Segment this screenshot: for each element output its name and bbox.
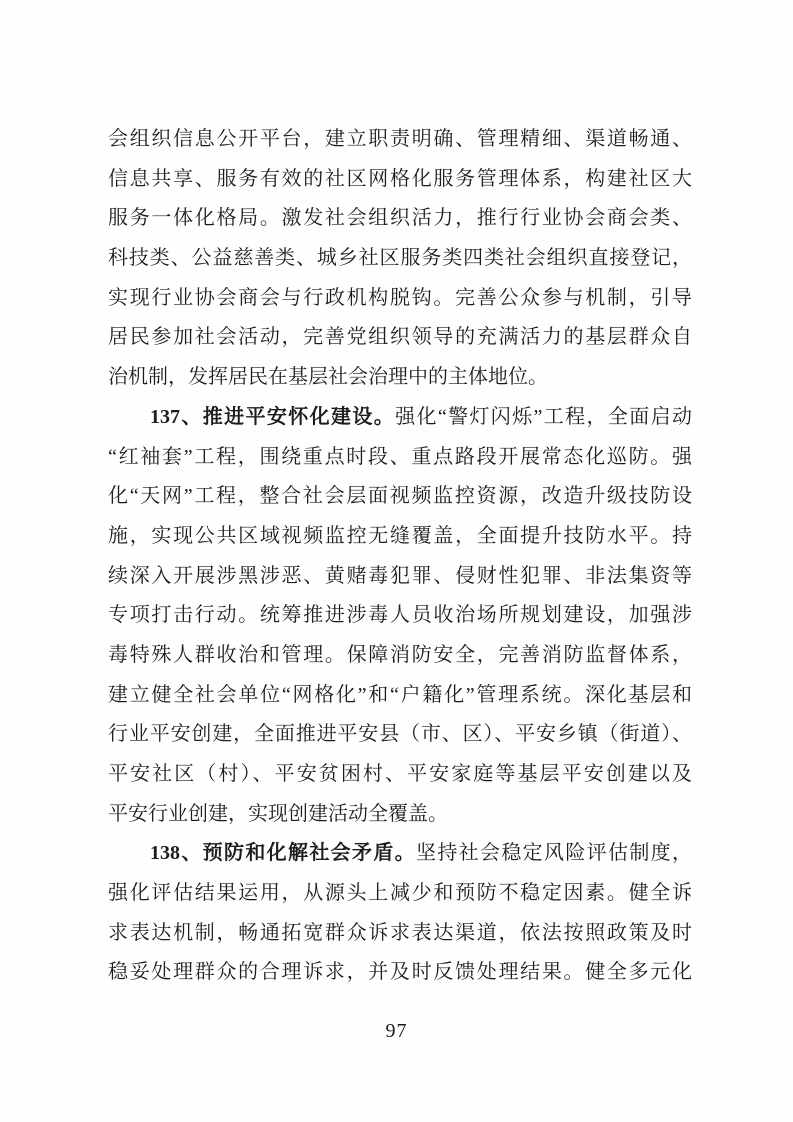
line-text: 强化评估结果运用，从源头上减少和预防不稳定因素。健全诉 — [108, 882, 692, 905]
text-line — [108, 398, 692, 438]
text-line — [108, 160, 692, 200]
line-text: 平安社区（村）、平安贫困村、平安家庭等基层平安创建以及 — [108, 763, 692, 785]
page-number: 97 — [385, 1020, 408, 1042]
clause-number-heading: 137、推进平安怀化建设。 — [150, 405, 396, 428]
line-text: 稳妥处理群众的合理诉求，并及时反馈处理结果。健全多元化 — [108, 961, 692, 984]
line-text: 服务一体化格局。激发社会组织活力，推行行业协会商会类、 — [108, 207, 692, 230]
line-text: “红袖套”工程，围绕重点时段、重点路段开展常态化巡防。强 — [108, 445, 692, 468]
line-text: 会组织信息公开平台，建立职责明确、管理精细、渠道畅通、 — [108, 128, 692, 150]
line-text: 专项打击行动。统筹推进涉毒人员收治场所规划建设，加强涉 — [108, 604, 692, 627]
text-line — [108, 636, 692, 676]
line-text: 施，实现公共区域视频监控无缝覆盖，全面提升技防水平。持 — [108, 524, 692, 547]
text-line — [108, 239, 692, 279]
line-text: 信息共享、服务有效的社区网格化服务管理体系，构建社区大 — [108, 167, 692, 190]
line-text: 强化“警灯闪烁”工程，全面启动 — [395, 405, 692, 428]
text-line — [108, 953, 692, 993]
text-line — [108, 199, 692, 239]
line-text: 科技类、公益慈善类、城乡社区服务类四类社会组织直接登记， — [108, 247, 692, 270]
line-text: 治机制，发挥居民在基层社会治理中的主体地位。 — [108, 366, 548, 389]
text-line — [108, 120, 692, 160]
text-line — [108, 795, 692, 835]
line-text: 化“天网”工程，整合社会层面视频监控资源，改造升级技防设 — [108, 485, 692, 508]
line-text: 坚持社会稳定风险评估制度， — [416, 842, 692, 865]
text-line — [108, 596, 692, 636]
line-text: 实现行业协会商会与行政机构脱钩。完善公众参与机制，引导 — [108, 286, 692, 309]
clause-number-heading: 138、预防和化解社会矛盾。 — [150, 842, 416, 865]
line-text: 毒特殊人群收治和管理。保障消防安全，完善消防监督体系， — [108, 643, 692, 666]
text-line — [108, 755, 692, 795]
line-text: 居民参加社会活动，完善党组织领导的充满活力的基层群众自 — [108, 326, 692, 349]
text-line — [108, 874, 692, 914]
text-line — [108, 438, 692, 478]
line-text: 平安行业创建，实现创建活动全覆盖。 — [108, 802, 448, 825]
text-line — [108, 477, 692, 517]
text-line — [108, 914, 692, 954]
text-line — [108, 517, 692, 557]
text-line — [108, 279, 692, 319]
line-text: 求表达机制，畅通拓宽群众诉求表达渠道，依法按照政策及时 — [108, 921, 692, 944]
line-text: 行业平安创建，全面推进平安县（市、区）、平安乡镇（街道）、 — [108, 723, 692, 746]
text-line — [108, 557, 692, 597]
text-line — [108, 318, 692, 358]
text-line — [108, 358, 692, 398]
text-line — [108, 676, 692, 716]
text-line — [108, 834, 692, 874]
page-body — [108, 120, 692, 993]
line-text: 建立健全社会单位“网格化”和“户籍化”管理系统。深化基层和 — [108, 683, 692, 706]
line-text: 续深入开展涉黑涉恶、黄赌毒犯罪、侵财性犯罪、非法集资等 — [108, 564, 692, 587]
text-line — [108, 715, 692, 755]
